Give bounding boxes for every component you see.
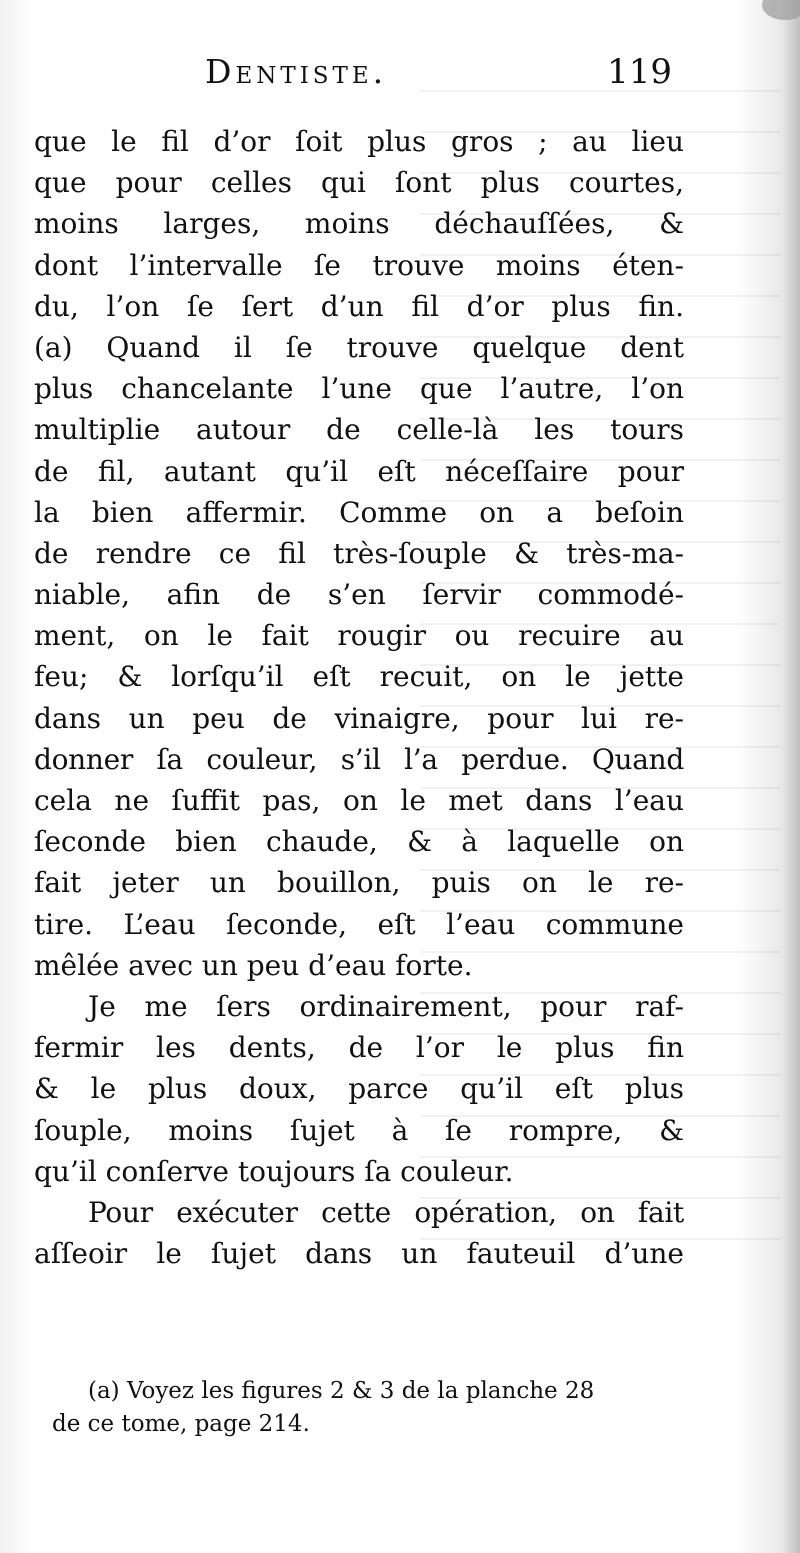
text-line: du, l’on ſe ſert d’un fil d’or plus fin. [34,289,684,323]
text-line: Pour exécuter cette opération, on fait [88,1195,684,1229]
text-line: Je me ſers ordinairement, pour raf- [88,989,684,1023]
text-line: que pour celles qui ſont plus courtes, [34,166,684,200]
text-line: multiplie autour de celle-là les tours [34,413,684,447]
text-line: ſouple, moins ſujet à ſe rompre, & [34,1113,684,1147]
text-line: & le plus doux, parce qu’il eſt plus [34,1072,684,1106]
text-line: moins larges, moins déchauſſées, & [34,207,684,241]
footnote-line: de ce tome, page 214. [52,1411,310,1437]
text-line: dans un peu de vinaigre, pour lui re- [34,701,684,735]
corner-stain [762,0,800,20]
text-line: ſeconde bien chaude, & à laquelle on [34,825,684,859]
text-line: (a) Quand il ſe trouve quelque dent [34,330,684,364]
text-line: fermir les dents, de l’or le plus fin [34,1031,684,1065]
text-line: de fil, autant qu’il eſt néceſſaire pour [34,454,684,488]
text-line: feu; & lorſqu’il eſt recuit, on le jette [34,660,684,694]
page-header [0,52,800,102]
text-line: niable, afin de s’en ſervir commodé- [34,578,684,612]
text-line: que le fil d’or ſoit plus gros ; au lieu [34,125,684,158]
page-number: 119 [607,52,672,92]
text-line: cela ne ſuffit pas, on le met dans l’eau [34,784,684,817]
page-edge-shadow [782,0,800,1553]
text-line: donner ſa couleur, s’il l’a perdue. Quand [34,742,684,776]
footnote [52,1375,698,1441]
text-line: plus chancelante l’une que l’autre, l’on [34,372,684,406]
text-line: aſſeoir le ſujet dans un fauteuil d’une [34,1237,684,1271]
text-line: la bien affermir. Comme on a beſoin [34,495,684,529]
text-line: dont l’intervalle ſe trouve moins éten- [34,248,684,282]
body-text [34,121,684,1274]
running-head: Dentiste. [205,52,388,91]
text-line: tire. L’eau ſeconde, eſt l’eau commune [34,907,684,941]
text-line: de rendre ce fil très-ſouple & très-ma- [34,536,684,570]
text-line: fait jeter un bouillon, puis on le re- [34,866,684,900]
text-line: ment, on le fait rougir ou recuire au [34,619,684,653]
text-line: qu’il conſerve toujours ſa couleur. [34,1154,514,1188]
text-line: mêlée avec un peu d’eau forte. [34,948,473,982]
footnote-line: (a) Voyez les figures 2 & 3 de la planche 28 [88,1378,595,1404]
